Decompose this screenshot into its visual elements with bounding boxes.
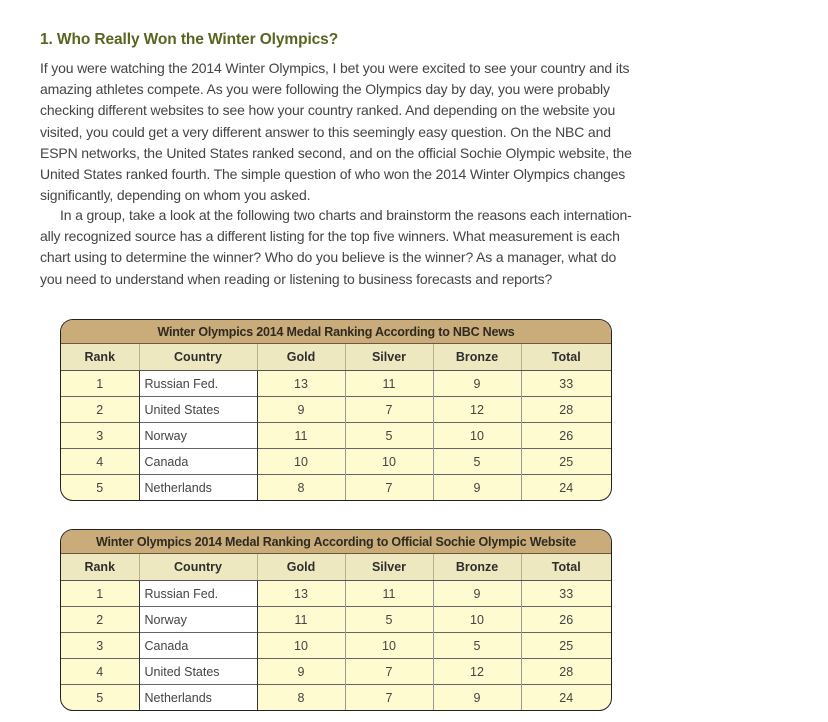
- total-cell: 26: [521, 423, 611, 449]
- country-cell: Norway: [139, 607, 257, 633]
- country-cell: United States: [139, 397, 257, 423]
- rank-cell: 4: [61, 659, 139, 685]
- gold-cell: 8: [257, 475, 345, 501]
- bronze-cell: 5: [433, 449, 521, 475]
- header-country: Country: [139, 344, 257, 371]
- rank-cell: 4: [61, 449, 139, 475]
- rank-cell: 2: [61, 397, 139, 423]
- silver-cell: 7: [345, 397, 433, 423]
- header-rank: Rank: [61, 344, 139, 371]
- gold-cell: 13: [257, 371, 345, 397]
- country-cell: Netherlands: [139, 685, 257, 711]
- nbc-ranking-table-container: [60, 319, 612, 501]
- rank-cell: 1: [96, 586, 104, 601]
- sochi-table-title: Winter Olympics 2014 Medal Ranking According to Official Sochie Olympic Website: [61, 530, 611, 554]
- gold-cell: 9: [257, 659, 345, 685]
- header-gold: Gold: [257, 344, 345, 371]
- intro-paragraph: If you were watching the 2014 Winter Olympics, I bet you were excited to see your country and its amazing athletes compete. As you were following the Olympics day by day, you were probably checking different websites to see how your country ranked. And depending on the website you visited, you could get a very different answer to this seemingly easy question. On the NBC and ESPN networks, the United States ranked second, and on the official Sochie Olympic website, the United States ranked fourth. The simple question of who won the 2014 Winter Olympics changes significantly, depending on whom you asked.: [40, 60, 632, 204]
- table-row: [61, 633, 611, 659]
- header-bronze: Bronze: [433, 554, 521, 581]
- table-row: [61, 475, 611, 501]
- bronze-cell: 12: [433, 397, 521, 423]
- sochi-ranking-table-container: [60, 529, 612, 711]
- bronze-cell: 9: [433, 371, 521, 397]
- silver-cell: 7: [345, 475, 433, 501]
- nbc-table-title: Winter Olympics 2014 Medal Ranking According to NBC News: [61, 320, 611, 344]
- country-cell: Russian Fed.: [139, 581, 257, 607]
- bronze-cell: 9: [433, 581, 521, 607]
- silver-cell: 10: [345, 449, 433, 475]
- total-cell: 25: [521, 449, 611, 475]
- gold-cell: 11: [257, 607, 345, 633]
- country-cell: Russian Fed.: [139, 371, 257, 397]
- header-silver: Silver: [345, 554, 433, 581]
- silver-cell: 5: [345, 423, 433, 449]
- header-total: Total: [521, 554, 611, 581]
- table-row: [61, 659, 611, 685]
- gold-cell: 8: [257, 685, 345, 711]
- nbc-ranking-table: [61, 320, 611, 500]
- total-cell: 33: [521, 581, 611, 607]
- header-silver: Silver: [345, 344, 433, 371]
- rank-cell: 5: [61, 685, 139, 711]
- header-gold: Gold: [257, 554, 345, 581]
- total-cell: 28: [521, 397, 611, 423]
- silver-cell: 7: [345, 659, 433, 685]
- section-heading: 1. Who Really Won the Winter Olympics?: [40, 31, 339, 48]
- rank-cell: 1: [96, 376, 104, 391]
- bronze-cell: 12: [433, 659, 521, 685]
- table-row: [61, 371, 611, 397]
- silver-cell: 5: [345, 607, 433, 633]
- total-cell: 24: [521, 685, 611, 711]
- rank-cell: 5: [61, 475, 139, 501]
- bronze-cell: 10: [433, 607, 521, 633]
- total-cell: 33: [521, 371, 611, 397]
- country-cell: Netherlands: [139, 475, 257, 501]
- country-cell: Canada: [139, 633, 257, 659]
- gold-cell: 10: [257, 449, 345, 475]
- rank-cell: 2: [61, 607, 139, 633]
- gold-cell: 13: [257, 581, 345, 607]
- table-header-row: [61, 554, 611, 581]
- bronze-cell: 5: [433, 633, 521, 659]
- country-cell: Canada: [139, 449, 257, 475]
- header-total: Total: [521, 344, 611, 371]
- silver-cell: 11: [345, 581, 433, 607]
- total-cell: 24: [521, 475, 611, 501]
- instructions-paragraph: [40, 205, 640, 290]
- table-header-row: [61, 344, 611, 371]
- table-row: [61, 685, 611, 711]
- instructions-text: In a group, take a look at the following two charts and brainstorm the reasons each internation-ally recognized source has a different listing for the top five winners. What measurement is each chart using to determine the winner? Who do you believe is the winner? As a manager, what do you need to understand when reading or listening to business forecasts and reports?: [40, 207, 632, 287]
- bronze-cell: 9: [433, 685, 521, 711]
- rank-cell: 3: [61, 633, 139, 659]
- bronze-cell: 10: [433, 423, 521, 449]
- bronze-cell: 9: [433, 475, 521, 501]
- sochi-ranking-table: [61, 530, 611, 710]
- gold-cell: 9: [257, 397, 345, 423]
- total-cell: 25: [521, 633, 611, 659]
- silver-cell: 7: [345, 685, 433, 711]
- silver-cell: 10: [345, 633, 433, 659]
- table-row: [61, 397, 611, 423]
- total-cell: 26: [521, 607, 611, 633]
- table-row: [61, 607, 611, 633]
- gold-cell: 11: [257, 423, 345, 449]
- country-cell: Norway: [139, 423, 257, 449]
- header-rank: Rank: [61, 554, 139, 581]
- total-cell: 28: [521, 659, 611, 685]
- gold-cell: 10: [257, 633, 345, 659]
- country-cell: United States: [139, 659, 257, 685]
- table-row: [61, 449, 611, 475]
- header-bronze: Bronze: [433, 344, 521, 371]
- silver-cell: 11: [345, 371, 433, 397]
- rank-cell: 3: [61, 423, 139, 449]
- header-country: Country: [139, 554, 257, 581]
- table-row: [61, 423, 611, 449]
- table-row: [61, 581, 611, 607]
